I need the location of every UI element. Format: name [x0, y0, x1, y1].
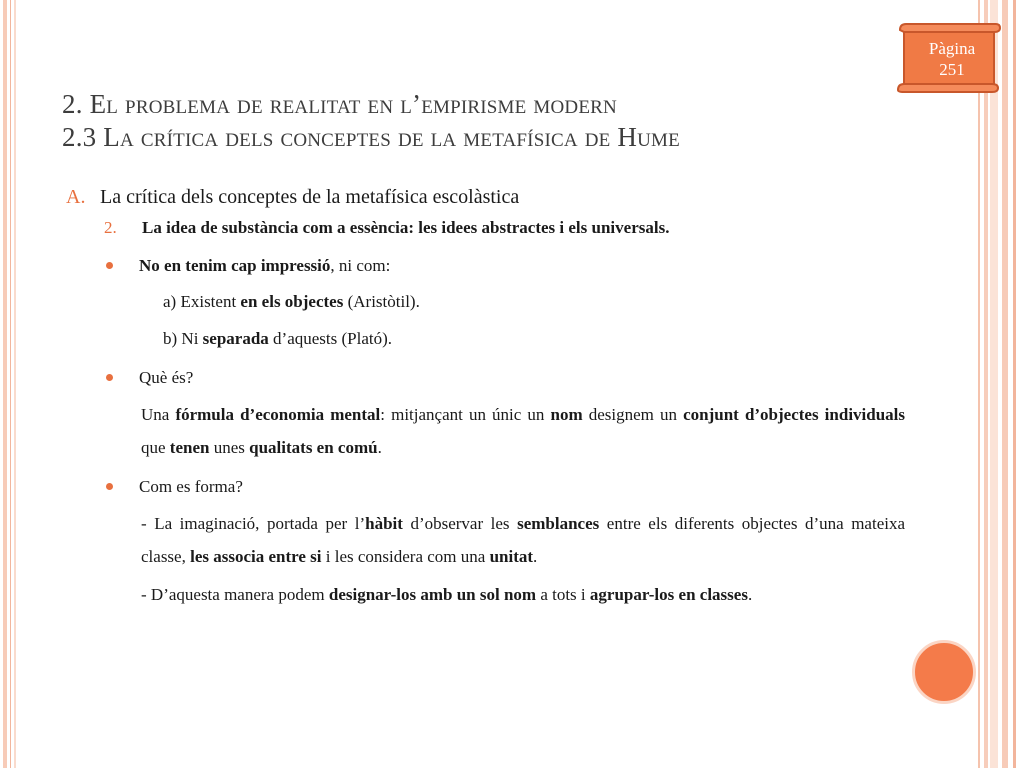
- bullet2-para-segment: conjunt d’objectes individuals: [683, 405, 906, 424]
- page-tag-label: Pàgina: [928, 39, 976, 58]
- bullet2-para-segment: : mitjançant un únic un: [380, 405, 551, 424]
- bullet3-para2-segment: agrupar-los en classes: [589, 585, 748, 604]
- bullet2-para-segment: fórmula d’economia mental: [175, 405, 381, 424]
- section-a-text: La crítica dels conceptes de la metafísica escolàstica: [100, 186, 520, 208]
- sub-b-post: d’aquests (Plató).: [268, 329, 393, 348]
- bullet3-para1-segment: d’observar les: [402, 514, 518, 533]
- bullet3-para2-segment: a tots i: [536, 585, 590, 604]
- bullet2-para-segment: designem un: [582, 405, 684, 424]
- right-border-stripe: [990, 0, 998, 768]
- bullet3-para2-segment: - D’aquesta manera podem: [141, 585, 329, 604]
- bullet1-sub-b: [163, 329, 392, 349]
- bullet2-para-segment: qualitats en comú: [249, 438, 378, 457]
- right-border-stripe: [1013, 0, 1016, 768]
- bullet3-para2-segment: designar-los amb un sol nom: [328, 585, 537, 604]
- bullet3-para2-segment: .: [747, 585, 753, 604]
- bullet3-para1-segment: i les considera com una: [321, 547, 490, 566]
- page-number-tag: [896, 22, 1002, 94]
- right-border-stripe: [978, 0, 980, 768]
- decorative-circle: [912, 640, 976, 704]
- bullet-no-impression: [106, 256, 390, 276]
- section-a-marker: A.: [66, 186, 86, 208]
- bullet1-rest: , ni com:: [330, 256, 391, 275]
- title-line-1: 2. El problema de realitat en l’empirisme modern: [62, 89, 617, 119]
- bullet2-para-segment: .: [377, 438, 382, 457]
- bullet-dot-icon: [106, 262, 113, 269]
- bullet-dot-icon: [106, 374, 113, 381]
- bullet3-para1-segment: unitat: [489, 547, 534, 566]
- bullet3-para1-segment: .: [533, 547, 538, 566]
- sub-a-pre: a) Existent: [163, 292, 241, 311]
- bullet2-para-segment: que: [141, 438, 170, 457]
- left-border-stripe: [14, 0, 16, 768]
- bullet-what-is: [106, 368, 193, 388]
- item-2-text: La idea de substància com a essència: les idees abstractes i els universals.: [142, 218, 670, 237]
- bullet3-para1-segment: - La imaginació, portada per l’: [141, 514, 366, 533]
- bullet3-para1-segment: les associa entre si: [190, 547, 322, 566]
- sub-b-pre: b) Ni: [163, 329, 203, 348]
- sub-b-bold: separada: [202, 329, 269, 348]
- bullet2-para-segment: nom: [550, 405, 583, 424]
- slide-title: [62, 88, 922, 154]
- bullet1-sub-a: [163, 292, 420, 312]
- bullet3-text: Com es forma?: [139, 477, 243, 496]
- sub-a-bold: en els objectes: [240, 292, 344, 311]
- bullet3-paragraph-1: [141, 507, 905, 573]
- bullet2-text: Què és?: [139, 368, 194, 387]
- bullet3-para1-segment: hàbit: [365, 514, 403, 533]
- bullet2-paragraph: [141, 398, 905, 464]
- bullet2-para-segment: tenen: [169, 438, 210, 457]
- bullet2-para-segment: Una: [141, 405, 176, 424]
- bullet3-para1-segment: entre els diferents objectes d’una mateixa classe,: [141, 514, 906, 566]
- bullet-dot-icon: [106, 483, 113, 490]
- page-tag-number: 251: [939, 60, 965, 79]
- item-2-marker: 2.: [104, 218, 117, 237]
- left-border-stripe: [3, 0, 7, 768]
- bullet2-para-segment: unes: [209, 438, 250, 457]
- numbered-item-2: [104, 218, 669, 238]
- title-line-2: 2.3 La crítica dels conceptes de la metafísica de Hume: [62, 122, 680, 152]
- section-a: [66, 186, 519, 209]
- bullet1-bold: No en tenim cap impressió: [139, 256, 331, 275]
- bullet3-para1-segment: semblances: [517, 514, 600, 533]
- left-border-stripe: [10, 0, 11, 768]
- right-border-stripe: [984, 0, 988, 768]
- right-border-stripe: [1002, 0, 1008, 768]
- sub-a-post: (Aristòtil).: [343, 292, 420, 311]
- bullet3-paragraph-2: [141, 578, 905, 611]
- bullet-how-formed: [106, 477, 243, 497]
